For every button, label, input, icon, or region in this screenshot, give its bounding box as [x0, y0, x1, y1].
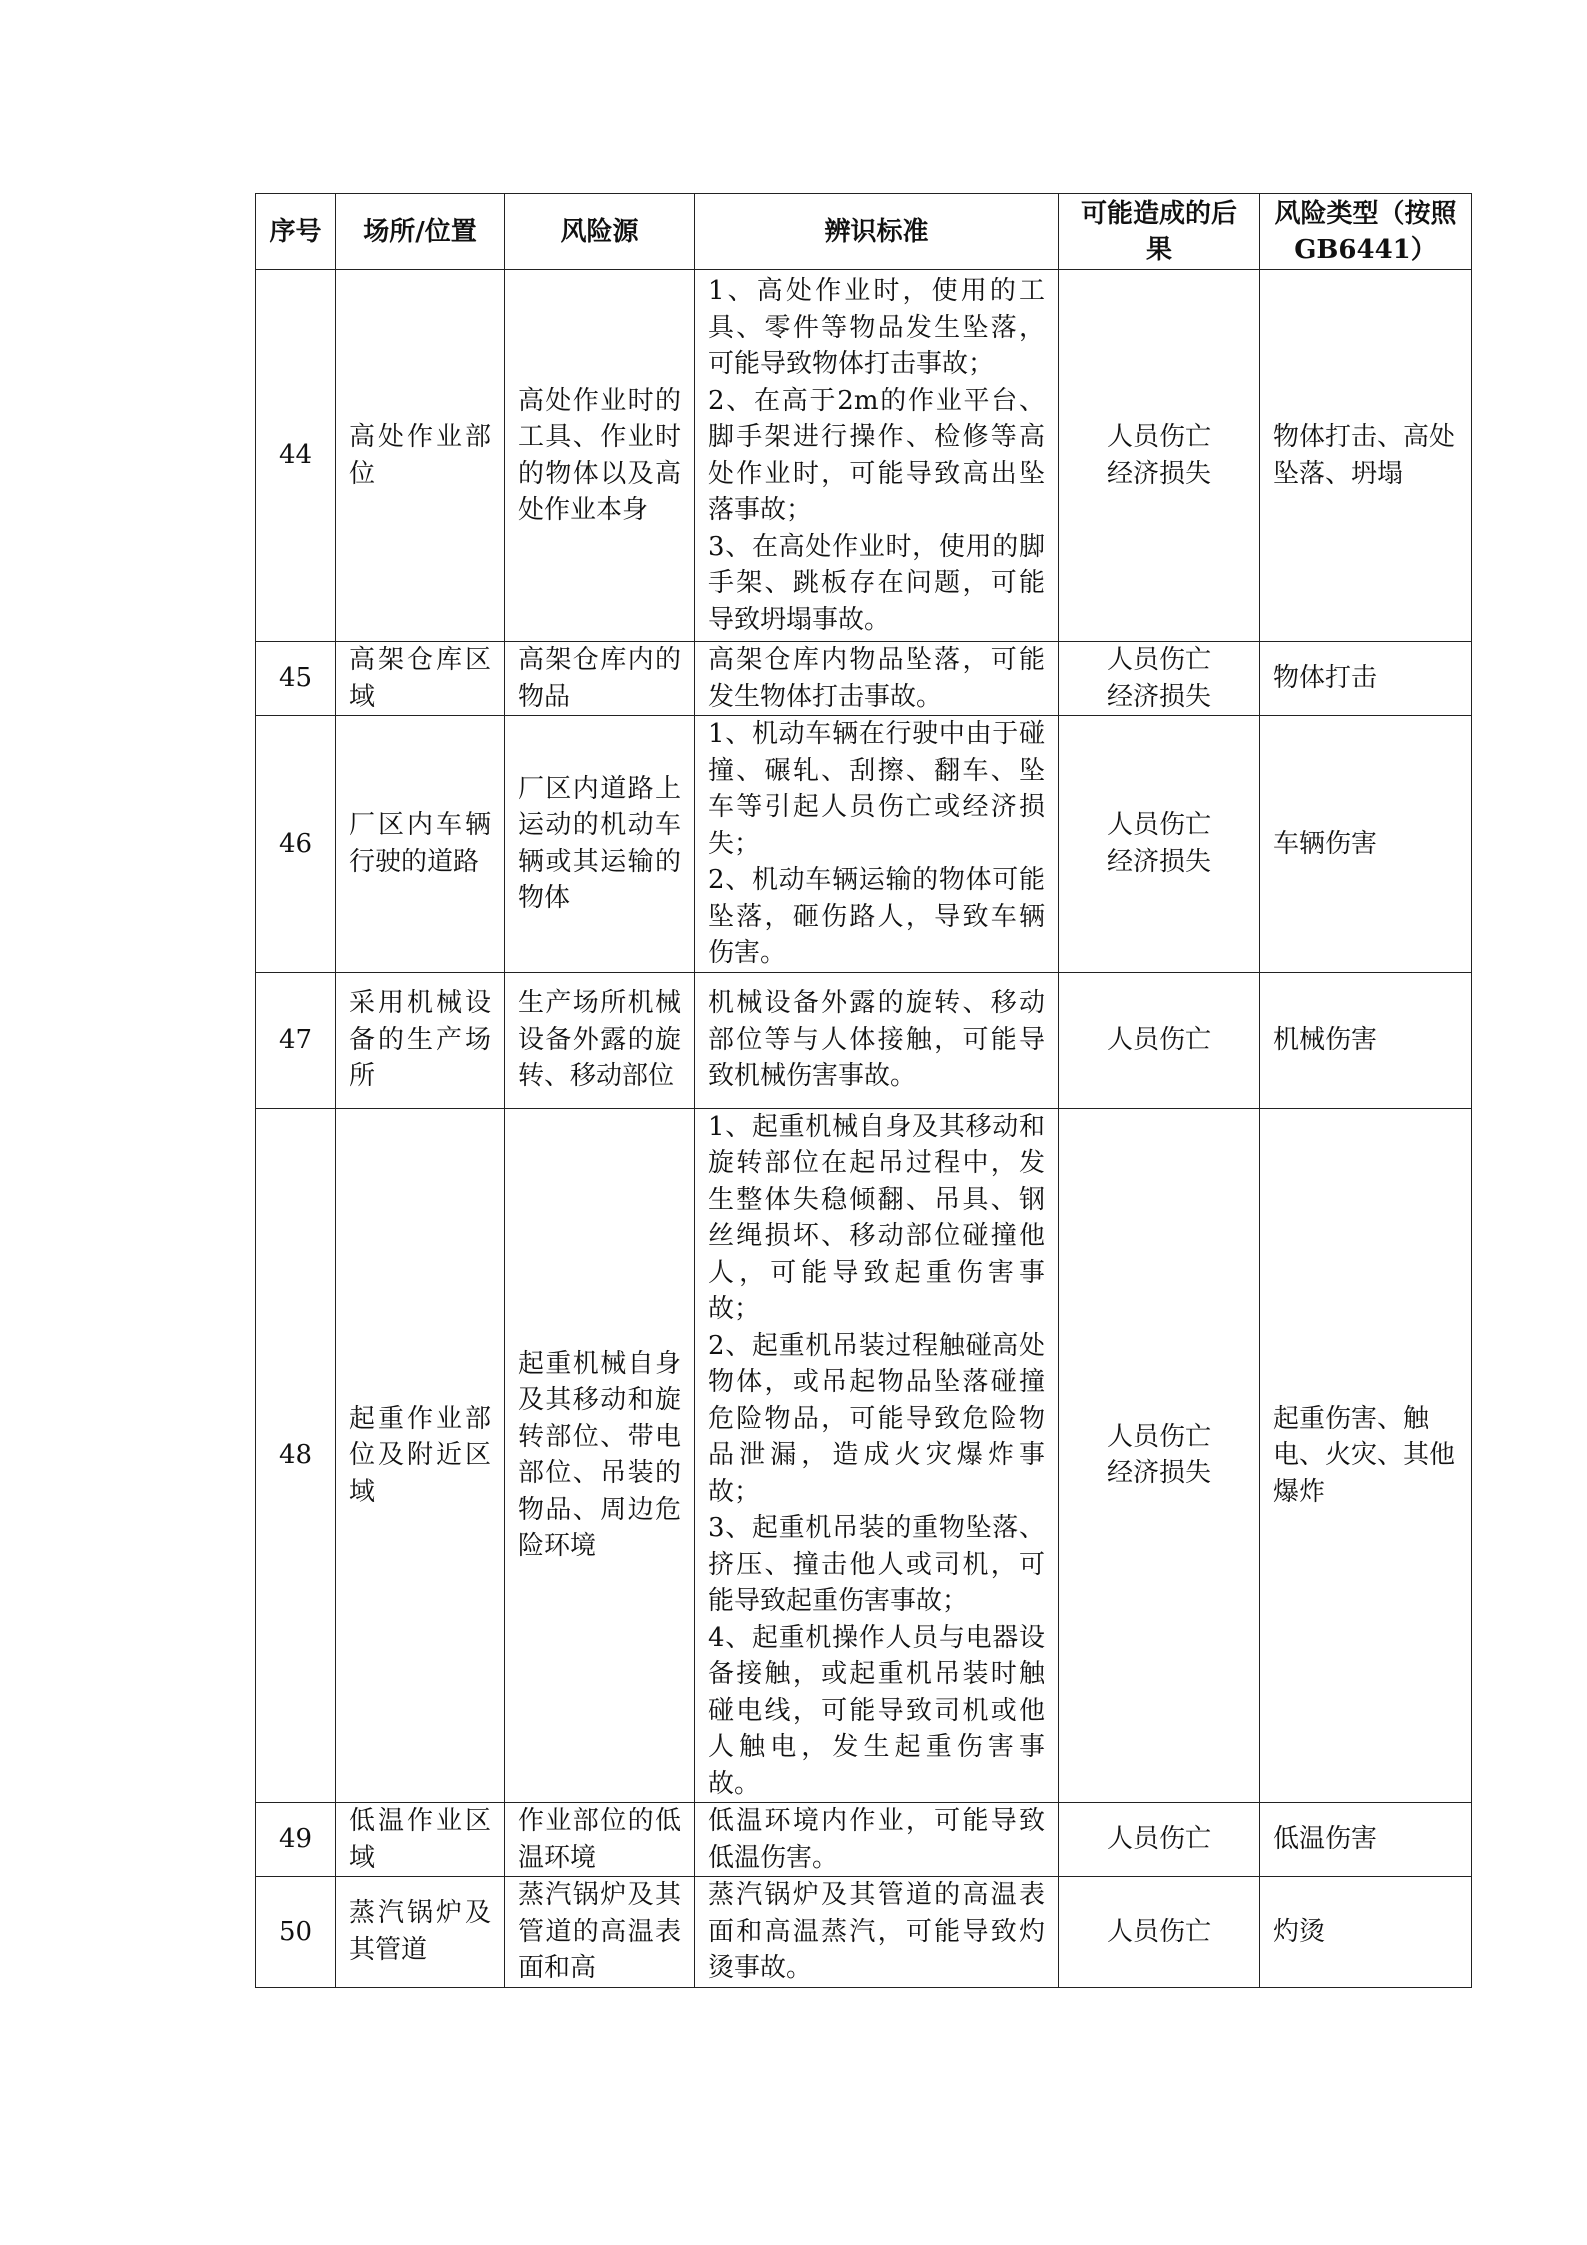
consequence-item: 人员伤亡 [1106, 1024, 1211, 1055]
standard-item: 机械设备外露的旋转、移动部位等与人体接触，可能导致机械伤害事故。 [708, 988, 1045, 1092]
row-consequence [1059, 1803, 1260, 1877]
standard-item: 2、在高于2m的作业平台、脚手架进行操作、检修等高处作业时，可能导致高出坠落事故； [708, 385, 1045, 525]
row-number: 45 [256, 642, 336, 716]
standard-item: 低温环境内作业，可能导致低温伤害。 [708, 1806, 1045, 1873]
header-type: 风险类型（按照GB6441） [1260, 194, 1472, 270]
row-consequence [1059, 716, 1260, 973]
row-location: 起重作业部位及附近区域 [336, 1108, 505, 1803]
standard-item: 2、机动车辆运输的物体可能坠落，砸伤路人，导致车辆伤害。 [708, 865, 1045, 968]
row-risk-type: 车辆伤害 [1260, 716, 1472, 973]
row-standard [695, 270, 1059, 642]
row-location: 高处作业部位 [336, 270, 505, 642]
row-source: 蒸汽锅炉及其管道的高温表面和高 [505, 1877, 695, 1988]
consequence-item: 人员伤亡 [1106, 645, 1211, 675]
standard-item: 3、起重机吊装的重物坠落、挤压、撞击他人或司机，可能导致起重伤害事故； [708, 1513, 1045, 1616]
table-row [256, 972, 1472, 1108]
row-standard [695, 972, 1059, 1108]
row-consequence [1059, 1877, 1260, 1988]
header-no: 序号 [256, 194, 336, 270]
row-risk-type: 物体打击、高处坠落、坍塌 [1260, 270, 1472, 642]
table-row [256, 1108, 1472, 1803]
consequence-item: 经济损失 [1106, 846, 1211, 877]
table-row [256, 1803, 1472, 1877]
row-source: 高处作业时的工具、作业时的物体以及高处作业本身 [505, 270, 695, 642]
consequence-item: 人员伤亡 [1106, 810, 1211, 841]
row-risk-type: 物体打击 [1260, 642, 1472, 716]
row-location: 蒸汽锅炉及其管道 [336, 1877, 505, 1988]
row-number: 48 [256, 1108, 336, 1803]
consequence-item: 经济损失 [1106, 681, 1211, 712]
row-risk-type: 起重伤害、触电、火灾、其他爆炸 [1260, 1108, 1472, 1803]
row-risk-type: 低温伤害 [1260, 1803, 1472, 1877]
table-row [256, 1877, 1472, 1988]
standard-item: 蒸汽锅炉及其管道的高温表面和高温蒸汽，可能导致灼烫事故。 [708, 1880, 1045, 1983]
standard-item: 高架仓库内物品坠落，可能发生物体打击事故。 [708, 645, 1045, 712]
consequence-item: 人员伤亡 [1106, 422, 1211, 452]
table-row [256, 642, 1472, 716]
row-consequence [1059, 1108, 1260, 1803]
row-source: 厂区内道路上运动的机动车辆或其运输的物体 [505, 716, 695, 973]
header-source: 风险源 [505, 194, 695, 270]
row-location: 高架仓库区域 [336, 642, 505, 716]
standard-item: 1、起重机械自身及其移动和旋转部位在起吊过程中，发生整体失稳倾翻、吊具、钢丝绳损坏、移动部位碰撞他人，可能导致起重伤害事故； [708, 1111, 1045, 1324]
consequence-item: 人员伤亡 [1106, 1824, 1211, 1855]
row-location: 低温作业区域 [336, 1803, 505, 1877]
consequence-item: 人员伤亡 [1106, 1421, 1211, 1452]
row-number: 46 [256, 716, 336, 973]
row-consequence [1059, 642, 1260, 716]
standard-item: 3、在高处作业时，使用的脚手架、跳板存在问题，可能导致坍塌事故。 [708, 531, 1045, 635]
header-consequence: 可能造成的后果 [1059, 194, 1260, 270]
row-consequence [1059, 972, 1260, 1108]
standard-item: 1、高处作业时，使用的工具、零件等物品发生坠落，可能导致物体打击事故； [708, 276, 1045, 379]
row-number: 49 [256, 1803, 336, 1877]
row-risk-type: 灼烫 [1260, 1877, 1472, 1988]
row-standard [695, 642, 1059, 716]
row-number: 50 [256, 1877, 336, 1988]
row-standard [695, 716, 1059, 973]
header-location: 场所/位置 [336, 194, 505, 270]
row-source: 起重机械自身及其移动和旋转部位、带电部位、吊装的物品、周边危险环境 [505, 1108, 695, 1803]
standard-item: 1、机动车辆在行驶中由于碰撞、碾轧、刮擦、翻车、坠车等引起人员伤亡或经济损失； [708, 719, 1045, 859]
row-location: 厂区内车辆行驶的道路 [336, 716, 505, 973]
risk-table [255, 193, 1472, 1988]
row-source: 作业部位的低温环境 [505, 1803, 695, 1877]
table-body [256, 270, 1472, 1988]
standard-item: 4、起重机操作人员与电器设备接触，或起重机吊装时触碰电线，可能导致司机或他人触电，发生起重伤害事故。 [708, 1622, 1045, 1799]
table-row [256, 270, 1472, 642]
table-header-row [256, 194, 1472, 270]
row-location: 采用机械设备的生产场所 [336, 972, 505, 1108]
consequence-item: 经济损失 [1106, 458, 1211, 489]
row-standard [695, 1877, 1059, 1988]
row-risk-type: 机械伤害 [1260, 972, 1472, 1108]
row-source: 高架仓库内的物品 [505, 642, 695, 716]
standard-item: 2、起重机吊装过程触碰高处物体，或吊起物品坠落碰撞危险物品，可能导致危险物品泄漏，造成火灾爆炸事故； [708, 1330, 1045, 1507]
row-source: 生产场所机械设备外露的旋转、移动部位 [505, 972, 695, 1108]
row-standard [695, 1803, 1059, 1877]
header-standard: 辨识标准 [695, 194, 1059, 270]
row-number: 44 [256, 270, 336, 642]
consequence-item: 人员伤亡 [1106, 1916, 1211, 1947]
consequence-item: 经济损失 [1106, 1458, 1211, 1489]
row-consequence [1059, 270, 1260, 642]
row-number: 47 [256, 972, 336, 1108]
table-row [256, 716, 1472, 973]
row-standard [695, 1108, 1059, 1803]
